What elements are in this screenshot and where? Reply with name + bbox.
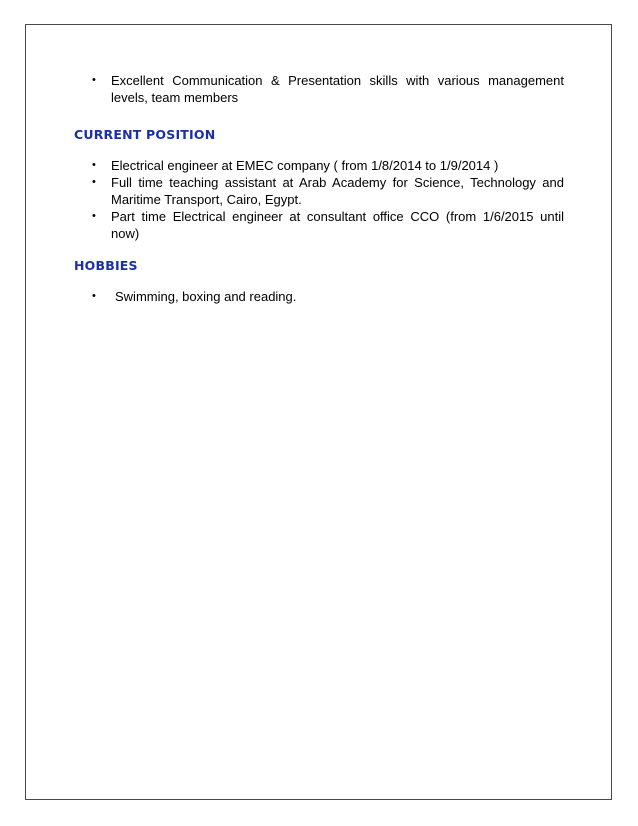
bullet-icon: • xyxy=(92,290,96,302)
list-item xyxy=(74,157,564,174)
skills-list xyxy=(74,72,564,106)
list-item xyxy=(74,288,564,305)
position-text: Part time Electrical engineer at consultant office CCO (from 1/6/2015 until now) xyxy=(111,209,564,241)
hobby-text: Swimming, boxing and reading. xyxy=(115,289,297,304)
bullet-icon: • xyxy=(92,74,96,86)
hobbies-list xyxy=(74,288,564,305)
list-item xyxy=(74,174,564,208)
resume-content xyxy=(74,72,564,305)
position-text: Full time teaching assistant at Arab Academy for Science, Technology and Maritime Transport, Cairo, Egypt. xyxy=(111,175,564,207)
position-text: Electrical engineer at EMEC company ( from 1/8/2014 to 1/9/2014 ) xyxy=(111,158,499,173)
current-position-list xyxy=(74,157,564,242)
hobbies-heading: HOBBIES xyxy=(74,258,138,273)
bullet-icon: • xyxy=(92,176,96,188)
list-item xyxy=(74,72,564,106)
current-position-heading: CURRENT POSITION xyxy=(74,127,216,142)
bullet-icon: • xyxy=(92,159,96,171)
skill-text: Excellent Communication & Presentation skills with various management levels, team members xyxy=(111,73,564,105)
list-item xyxy=(74,208,564,242)
bullet-icon: • xyxy=(92,210,96,222)
